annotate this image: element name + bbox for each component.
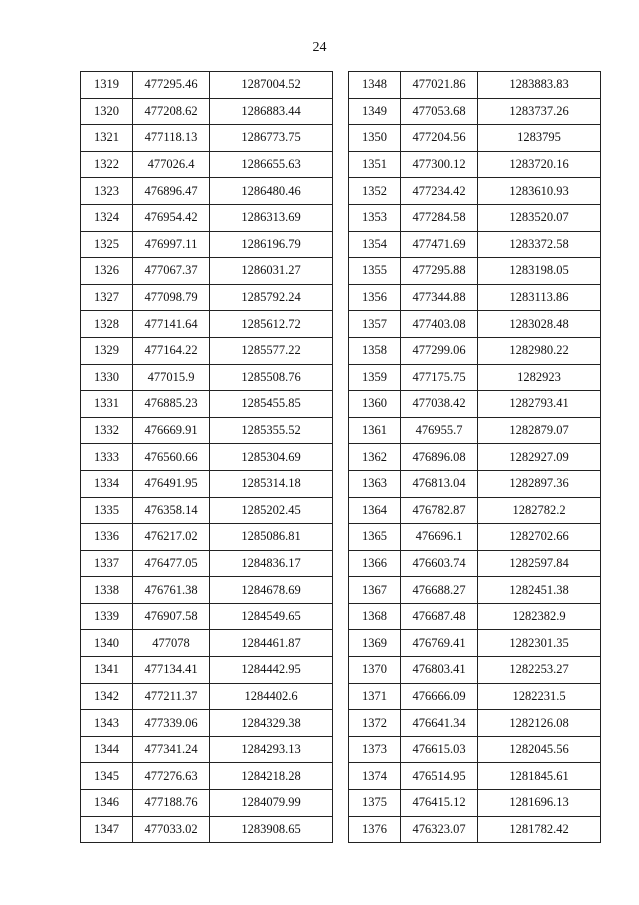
x-coordinate-cell: 477175.75 [401, 364, 478, 391]
x-coordinate-cell: 476803.41 [401, 657, 478, 684]
y-coordinate-cell: 1285304.69 [210, 444, 333, 471]
y-coordinate-cell: 1286655.63 [210, 151, 333, 178]
x-coordinate-cell: 477134.41 [133, 657, 210, 684]
x-coordinate-cell: 476687.48 [401, 603, 478, 630]
x-coordinate-cell: 477276.63 [133, 763, 210, 790]
x-coordinate-cell: 477295.88 [401, 258, 478, 285]
point-number-cell: 1369 [349, 630, 401, 657]
x-coordinate-cell: 477403.08 [401, 311, 478, 338]
y-coordinate-cell: 1286031.27 [210, 258, 333, 285]
table-row [349, 683, 601, 710]
y-coordinate-cell: 1285455.85 [210, 391, 333, 418]
table-row [81, 577, 333, 604]
table-row [349, 657, 601, 684]
table-row [349, 391, 601, 418]
table-row [81, 524, 333, 551]
point-number-cell: 1327 [81, 284, 133, 311]
x-coordinate-cell: 476603.74 [401, 550, 478, 577]
table-row [349, 231, 601, 258]
y-coordinate-cell: 1282301.35 [478, 630, 601, 657]
point-number-cell: 1347 [81, 816, 133, 843]
y-coordinate-cell: 1284836.17 [210, 550, 333, 577]
y-coordinate-cell: 1282231.5 [478, 683, 601, 710]
point-number-cell: 1341 [81, 657, 133, 684]
point-number-cell: 1334 [81, 470, 133, 497]
table-row [349, 577, 601, 604]
x-coordinate-cell: 476688.27 [401, 577, 478, 604]
y-coordinate-cell: 1284442.95 [210, 657, 333, 684]
table-row [349, 204, 601, 231]
x-coordinate-cell: 477284.58 [401, 204, 478, 231]
table-row [349, 337, 601, 364]
table-row [349, 763, 601, 790]
x-coordinate-cell: 476323.07 [401, 816, 478, 843]
x-coordinate-cell: 476955.7 [401, 417, 478, 444]
table-row [349, 417, 601, 444]
x-coordinate-cell: 476885.23 [133, 391, 210, 418]
point-number-cell: 1368 [349, 603, 401, 630]
point-number-cell: 1331 [81, 391, 133, 418]
x-coordinate-cell: 477341.24 [133, 736, 210, 763]
point-number-cell: 1325 [81, 231, 133, 258]
point-number-cell: 1319 [81, 72, 133, 99]
y-coordinate-cell: 1283720.16 [478, 151, 601, 178]
x-coordinate-cell: 477053.68 [401, 98, 478, 125]
table-row [349, 630, 601, 657]
table-row [81, 603, 333, 630]
x-coordinate-cell: 477211.37 [133, 683, 210, 710]
x-coordinate-cell: 476997.11 [133, 231, 210, 258]
table-row [81, 816, 333, 843]
y-coordinate-cell: 1282451.38 [478, 577, 601, 604]
y-coordinate-cell: 1285577.22 [210, 337, 333, 364]
x-coordinate-cell: 477021.86 [401, 72, 478, 99]
point-number-cell: 1357 [349, 311, 401, 338]
table-row [81, 98, 333, 125]
y-coordinate-cell: 1286883.44 [210, 98, 333, 125]
y-coordinate-cell: 1284079.99 [210, 790, 333, 817]
point-number-cell: 1375 [349, 790, 401, 817]
point-number-cell: 1339 [81, 603, 133, 630]
table-row [349, 524, 601, 551]
coordinates-table-left [80, 71, 333, 843]
x-coordinate-cell: 477141.64 [133, 311, 210, 338]
table-row [81, 364, 333, 391]
table-row [349, 311, 601, 338]
point-number-cell: 1350 [349, 125, 401, 152]
table-row [81, 284, 333, 311]
point-number-cell: 1365 [349, 524, 401, 551]
table-row [81, 337, 333, 364]
point-number-cell: 1376 [349, 816, 401, 843]
coordinates-table-right [348, 71, 601, 843]
x-coordinate-cell: 476896.47 [133, 178, 210, 205]
table-row [81, 125, 333, 152]
point-number-cell: 1323 [81, 178, 133, 205]
y-coordinate-cell: 1283198.05 [478, 258, 601, 285]
x-coordinate-cell: 476358.14 [133, 497, 210, 524]
y-coordinate-cell: 1282253.27 [478, 657, 601, 684]
point-number-cell: 1372 [349, 710, 401, 737]
x-coordinate-cell: 477295.46 [133, 72, 210, 99]
y-coordinate-cell: 1282702.66 [478, 524, 601, 551]
x-coordinate-cell: 476696.1 [401, 524, 478, 551]
point-number-cell: 1338 [81, 577, 133, 604]
point-number-cell: 1333 [81, 444, 133, 471]
x-coordinate-cell: 476415.12 [401, 790, 478, 817]
point-number-cell: 1370 [349, 657, 401, 684]
x-coordinate-cell: 476769.41 [401, 630, 478, 657]
point-number-cell: 1332 [81, 417, 133, 444]
x-coordinate-cell: 476907.58 [133, 603, 210, 630]
y-coordinate-cell: 1284329.38 [210, 710, 333, 737]
point-number-cell: 1326 [81, 258, 133, 285]
point-number-cell: 1345 [81, 763, 133, 790]
y-coordinate-cell: 1285314.18 [210, 470, 333, 497]
x-coordinate-cell: 476477.05 [133, 550, 210, 577]
y-coordinate-cell: 1285792.24 [210, 284, 333, 311]
table-row [81, 417, 333, 444]
point-number-cell: 1362 [349, 444, 401, 471]
table-row [81, 151, 333, 178]
x-coordinate-cell: 477300.12 [401, 151, 478, 178]
table-row [349, 444, 601, 471]
table-row [81, 630, 333, 657]
x-coordinate-cell: 477098.79 [133, 284, 210, 311]
point-number-cell: 1373 [349, 736, 401, 763]
y-coordinate-cell: 1285202.45 [210, 497, 333, 524]
table-row [349, 284, 601, 311]
point-number-cell: 1364 [349, 497, 401, 524]
table-row [349, 72, 601, 99]
x-coordinate-cell: 476954.42 [133, 204, 210, 231]
table-row [349, 550, 601, 577]
table-row [349, 258, 601, 285]
x-coordinate-cell: 476669.91 [133, 417, 210, 444]
point-number-cell: 1359 [349, 364, 401, 391]
y-coordinate-cell: 1286773.75 [210, 125, 333, 152]
point-number-cell: 1351 [349, 151, 401, 178]
y-coordinate-cell: 1282897.36 [478, 470, 601, 497]
y-coordinate-cell: 1284678.69 [210, 577, 333, 604]
table-row [81, 178, 333, 205]
table-row [349, 603, 601, 630]
y-coordinate-cell: 1283795 [478, 125, 601, 152]
point-number-cell: 1352 [349, 178, 401, 205]
y-coordinate-cell: 1281845.61 [478, 763, 601, 790]
x-coordinate-cell: 476491.95 [133, 470, 210, 497]
y-coordinate-cell: 1287004.52 [210, 72, 333, 99]
table-row [81, 550, 333, 577]
y-coordinate-cell: 1282879.07 [478, 417, 601, 444]
y-coordinate-cell: 1282782.2 [478, 497, 601, 524]
point-number-cell: 1344 [81, 736, 133, 763]
point-number-cell: 1363 [349, 470, 401, 497]
table-row [349, 816, 601, 843]
x-coordinate-cell: 477038.42 [401, 391, 478, 418]
point-number-cell: 1321 [81, 125, 133, 152]
page-number: 24 [312, 40, 327, 55]
table-row [349, 364, 601, 391]
y-coordinate-cell: 1285086.81 [210, 524, 333, 551]
y-coordinate-cell: 1281782.42 [478, 816, 601, 843]
x-coordinate-cell: 477033.02 [133, 816, 210, 843]
y-coordinate-cell: 1284218.28 [210, 763, 333, 790]
y-coordinate-cell: 1286196.79 [210, 231, 333, 258]
point-number-cell: 1361 [349, 417, 401, 444]
x-coordinate-cell: 476560.66 [133, 444, 210, 471]
point-number-cell: 1337 [81, 550, 133, 577]
point-number-cell: 1367 [349, 577, 401, 604]
table-row [81, 311, 333, 338]
table-row [349, 710, 601, 737]
x-coordinate-cell: 476217.02 [133, 524, 210, 551]
x-coordinate-cell: 477118.13 [133, 125, 210, 152]
point-number-cell: 1355 [349, 258, 401, 285]
x-coordinate-cell: 476813.04 [401, 470, 478, 497]
point-number-cell: 1360 [349, 391, 401, 418]
x-coordinate-cell: 476782.87 [401, 497, 478, 524]
table-row [81, 736, 333, 763]
point-number-cell: 1343 [81, 710, 133, 737]
point-number-cell: 1371 [349, 683, 401, 710]
y-coordinate-cell: 1286313.69 [210, 204, 333, 231]
table-row [81, 231, 333, 258]
y-coordinate-cell: 1283520.07 [478, 204, 601, 231]
y-coordinate-cell: 1284293.13 [210, 736, 333, 763]
table-row [349, 497, 601, 524]
x-coordinate-cell: 477344.88 [401, 284, 478, 311]
table-row [81, 683, 333, 710]
point-number-cell: 1353 [349, 204, 401, 231]
y-coordinate-cell: 1284461.87 [210, 630, 333, 657]
y-coordinate-cell: 1282597.84 [478, 550, 601, 577]
x-coordinate-cell: 477339.06 [133, 710, 210, 737]
y-coordinate-cell: 1285612.72 [210, 311, 333, 338]
x-coordinate-cell: 476514.95 [401, 763, 478, 790]
point-number-cell: 1349 [349, 98, 401, 125]
x-coordinate-cell: 477204.56 [401, 125, 478, 152]
point-number-cell: 1356 [349, 284, 401, 311]
table-row [349, 178, 601, 205]
x-coordinate-cell: 477067.37 [133, 258, 210, 285]
x-coordinate-cell: 477299.06 [401, 337, 478, 364]
y-coordinate-cell: 1282980.22 [478, 337, 601, 364]
table-row [81, 790, 333, 817]
y-coordinate-cell: 1283737.26 [478, 98, 601, 125]
x-coordinate-cell: 477234.42 [401, 178, 478, 205]
table-row [81, 258, 333, 285]
y-coordinate-cell: 1282045.56 [478, 736, 601, 763]
point-number-cell: 1328 [81, 311, 133, 338]
x-coordinate-cell: 476896.08 [401, 444, 478, 471]
y-coordinate-cell: 1284402.6 [210, 683, 333, 710]
table-row [81, 497, 333, 524]
x-coordinate-cell: 477188.76 [133, 790, 210, 817]
y-coordinate-cell: 1282793.41 [478, 391, 601, 418]
point-number-cell: 1358 [349, 337, 401, 364]
y-coordinate-cell: 1283113.86 [478, 284, 601, 311]
table-row [81, 391, 333, 418]
point-number-cell: 1348 [349, 72, 401, 99]
table-row [81, 763, 333, 790]
table-row [349, 470, 601, 497]
table-row [81, 470, 333, 497]
point-number-cell: 1366 [349, 550, 401, 577]
x-coordinate-cell: 477026.4 [133, 151, 210, 178]
x-coordinate-cell: 477078 [133, 630, 210, 657]
y-coordinate-cell: 1283028.48 [478, 311, 601, 338]
y-coordinate-cell: 1281696.13 [478, 790, 601, 817]
point-number-cell: 1340 [81, 630, 133, 657]
table-row [81, 657, 333, 684]
x-coordinate-cell: 476615.03 [401, 736, 478, 763]
point-number-cell: 1329 [81, 337, 133, 364]
point-number-cell: 1342 [81, 683, 133, 710]
table-row [81, 710, 333, 737]
point-number-cell: 1346 [81, 790, 133, 817]
y-coordinate-cell: 1283610.93 [478, 178, 601, 205]
table-row [81, 72, 333, 99]
point-number-cell: 1335 [81, 497, 133, 524]
point-number-cell: 1320 [81, 98, 133, 125]
y-coordinate-cell: 1285355.52 [210, 417, 333, 444]
y-coordinate-cell: 1284549.65 [210, 603, 333, 630]
x-coordinate-cell: 477208.62 [133, 98, 210, 125]
x-coordinate-cell: 476666.09 [401, 683, 478, 710]
y-coordinate-cell: 1283372.58 [478, 231, 601, 258]
point-number-cell: 1330 [81, 364, 133, 391]
y-coordinate-cell: 1283908.65 [210, 816, 333, 843]
x-coordinate-cell: 477164.22 [133, 337, 210, 364]
x-coordinate-cell: 476641.34 [401, 710, 478, 737]
y-coordinate-cell: 1286480.46 [210, 178, 333, 205]
table-row [349, 98, 601, 125]
y-coordinate-cell: 1285508.76 [210, 364, 333, 391]
y-coordinate-cell: 1282382.9 [478, 603, 601, 630]
x-coordinate-cell: 476761.38 [133, 577, 210, 604]
table-row [349, 151, 601, 178]
point-number-cell: 1374 [349, 763, 401, 790]
y-coordinate-cell: 1283883.83 [478, 72, 601, 99]
x-coordinate-cell: 477471.69 [401, 231, 478, 258]
y-coordinate-cell: 1282927.09 [478, 444, 601, 471]
x-coordinate-cell: 477015.9 [133, 364, 210, 391]
point-number-cell: 1324 [81, 204, 133, 231]
table-row [349, 790, 601, 817]
y-coordinate-cell: 1282923 [478, 364, 601, 391]
point-number-cell: 1322 [81, 151, 133, 178]
point-number-cell: 1354 [349, 231, 401, 258]
table-row [349, 125, 601, 152]
point-number-cell: 1336 [81, 524, 133, 551]
table-row [81, 444, 333, 471]
table-row [349, 736, 601, 763]
table-row [81, 204, 333, 231]
y-coordinate-cell: 1282126.08 [478, 710, 601, 737]
